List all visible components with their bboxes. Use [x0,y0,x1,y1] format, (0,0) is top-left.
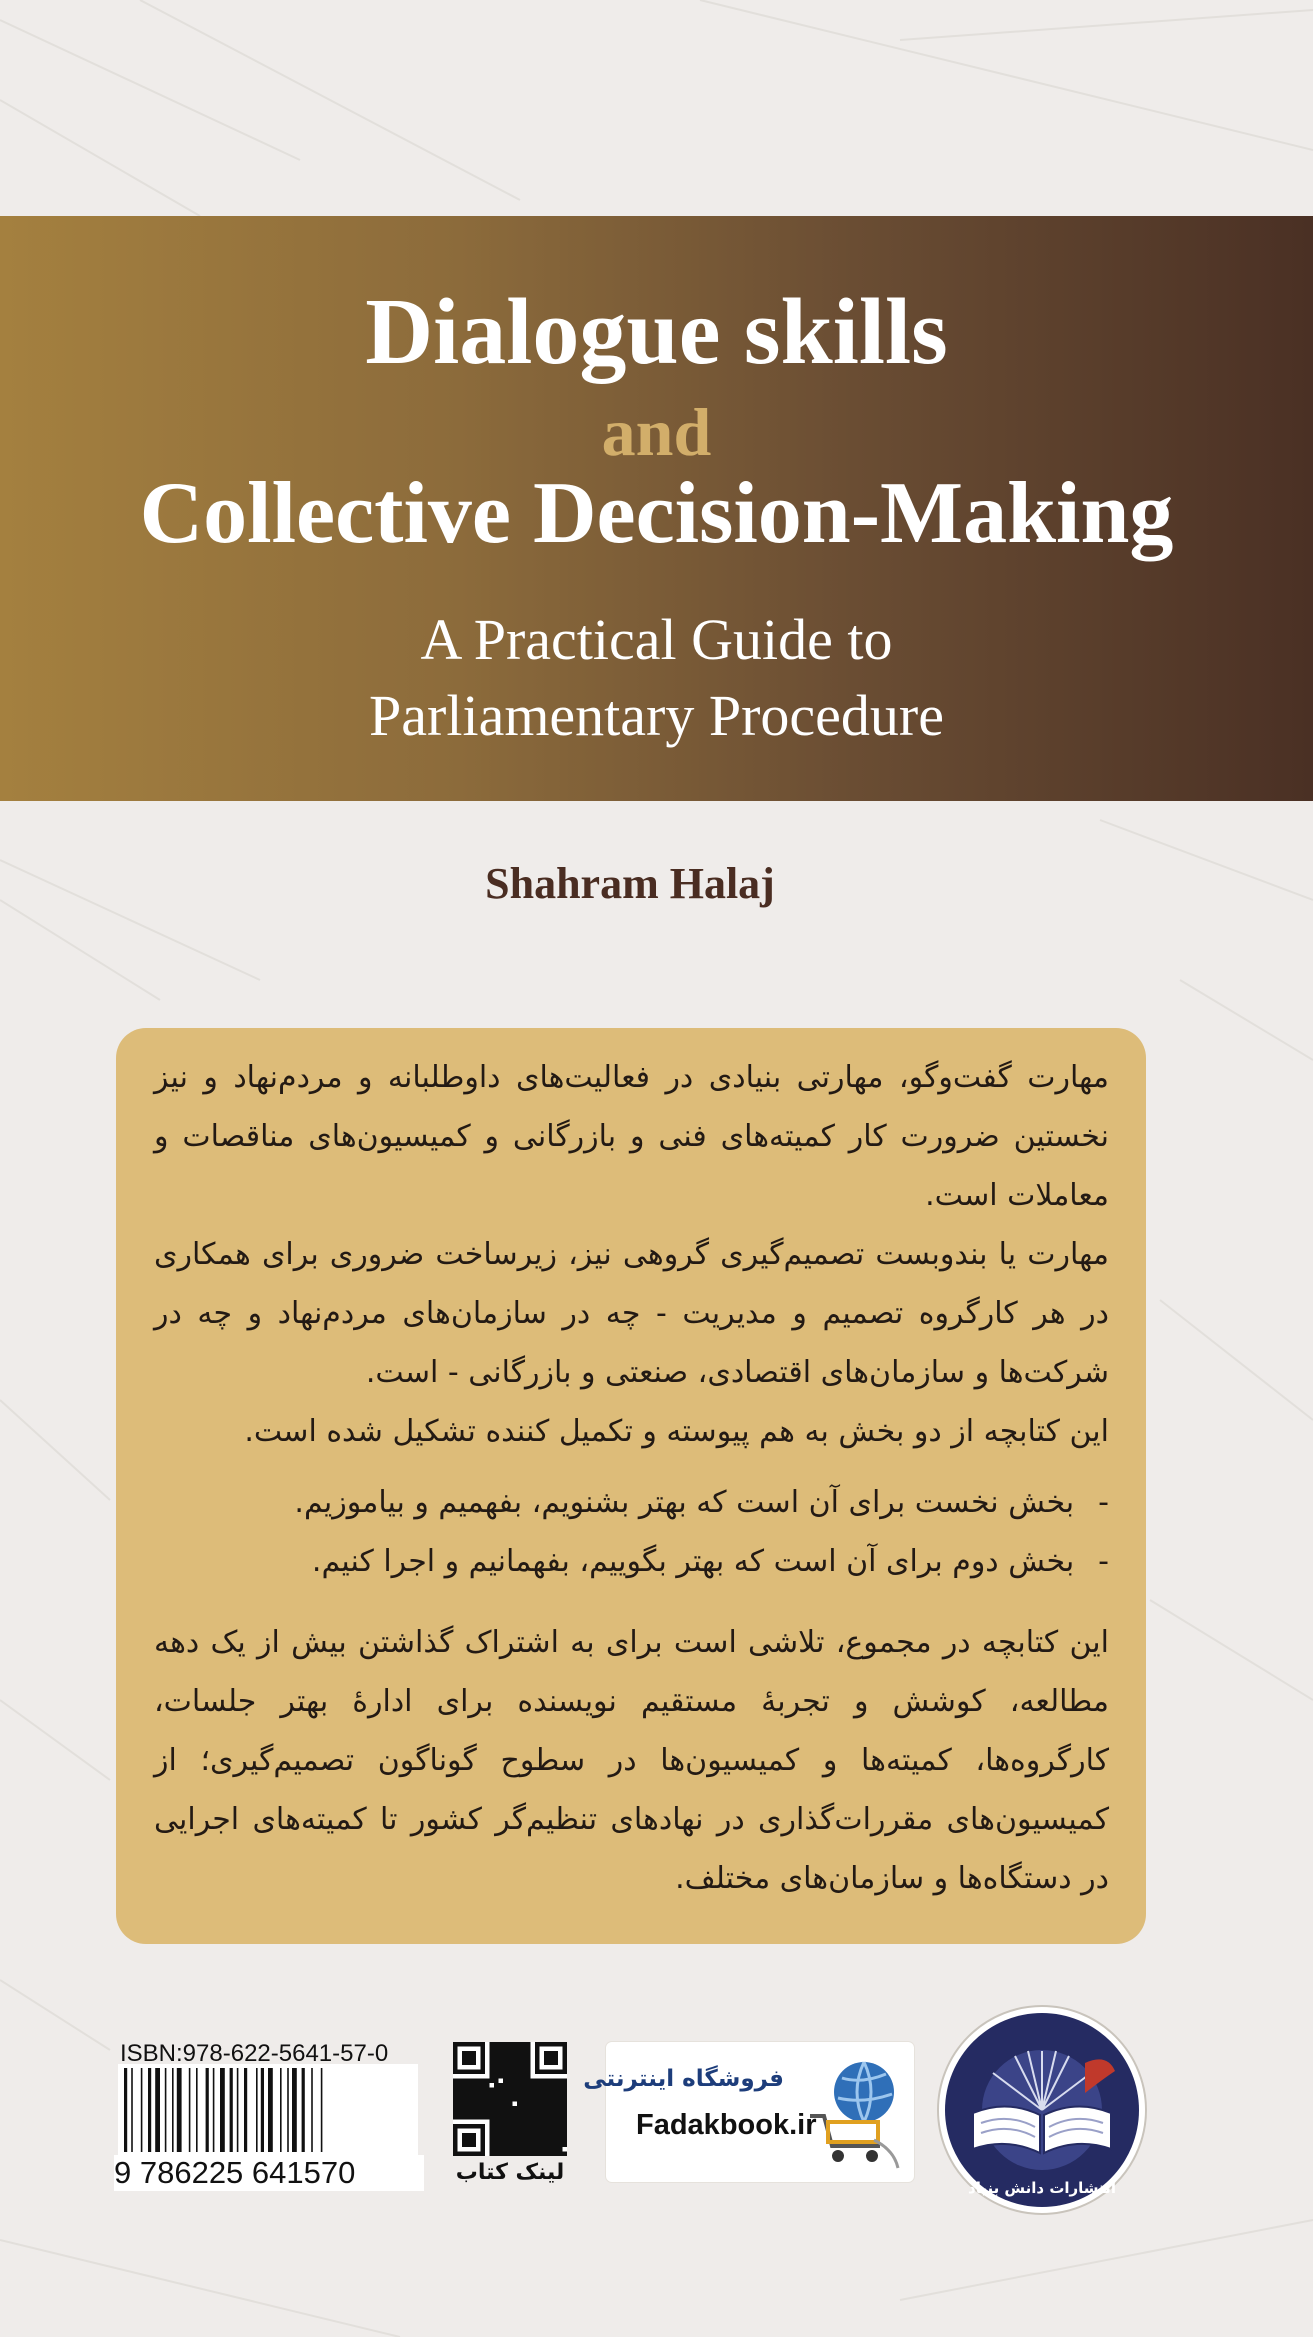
bullet-dash: - [1098,1485,1109,1520]
isbn-label: ISBN:978-622-5641-57-0 [120,2040,389,2067]
blurb-paragraph-2: مهارت یا بندوبست تصمیم‌گیری گروهی نیز، زیرساخت ضروری برای همکاری در هر کارگروه تصمیم و مدیریت - چه در سازمان‌های مردم‌نهاد و چه در شرکت‌ها و سازمان‌های اقتصادی، صنعتی و بازرگانی - است. [154,1237,1109,1390]
blurb-paragraph-4: این کتابچه در مجموع، تلاشی است برای به اشتراک گذاشتن بیش از یک دهه مطالعه، کوشش و تجربهٔ مستقیم نویسنده برای ادارهٔ بهتر جلسات، کارگروه‌ها، کمیته‌ها و کمیسیون‌ها در سطوح گوناگون تصمیم‌گیری؛ از کمیسیون‌های مقررات‌گذاری در نهادهای تنظیم‌گر کشور تا کمیته‌های اجرایی در دستگاه‌ها و سازمان‌های مختلف. [154,1625,1109,1896]
store-url[interactable]: Fadakbook.ir [636,2109,817,2141]
bullet-text: بخش نخست برای آن است که بهتر بشنویم، بفهمیم و بیاموزیم. [294,1485,1075,1520]
book-subtitle-line2: Parliamentary Procedure [369,683,944,748]
store-name: فروشگاه اینترنتی [583,2066,784,2092]
publisher-name: انتشارات دانش بنیاد [968,2179,1116,2197]
store-banner[interactable] [583,2042,914,2182]
blurb-bullet [154,1473,1109,1532]
globe-cart-icon [802,2054,902,2170]
qr-label: لینک کتاب [455,2160,565,2185]
book-subtitle-line1: A Practical Guide to [420,607,893,672]
bullet-dash: - [1098,1544,1109,1579]
blurb-paragraph-3: این کتابچه از دو بخش به هم پیوسته و تکمیل کننده تشکیل شده است. [244,1414,1109,1449]
blurb-box [116,1028,1146,1944]
book-title-line1: Dialogue skills [365,280,948,384]
blurb-text [154,1048,1109,1908]
publisher-logo [935,2003,1150,2218]
book-title-connector: and [601,394,712,470]
author-name: Shahram Halaj [485,859,775,908]
book-title-line2: Collective Decision-Making [139,465,1174,562]
blurb-paragraph-1: مهارت گفت‌وگو، مهارتی بنیادی در فعالیت‌های داوطلبانه و مردم‌نهاد و نیز نخستین ضرورت کار کمیته‌های فنی و بازرگانی و کمیسیون‌های مناقصات و معاملات است. [154,1060,1109,1213]
barcode-digits: 9 786225 641570 [114,2155,424,2191]
bullet-text: بخش دوم برای آن است که بهتر بگوییم، بفهمانیم و اجرا کنیم. [311,1544,1075,1579]
qr-code-icon[interactable] [453,2042,567,2156]
blurb-bullet [154,1532,1109,1591]
